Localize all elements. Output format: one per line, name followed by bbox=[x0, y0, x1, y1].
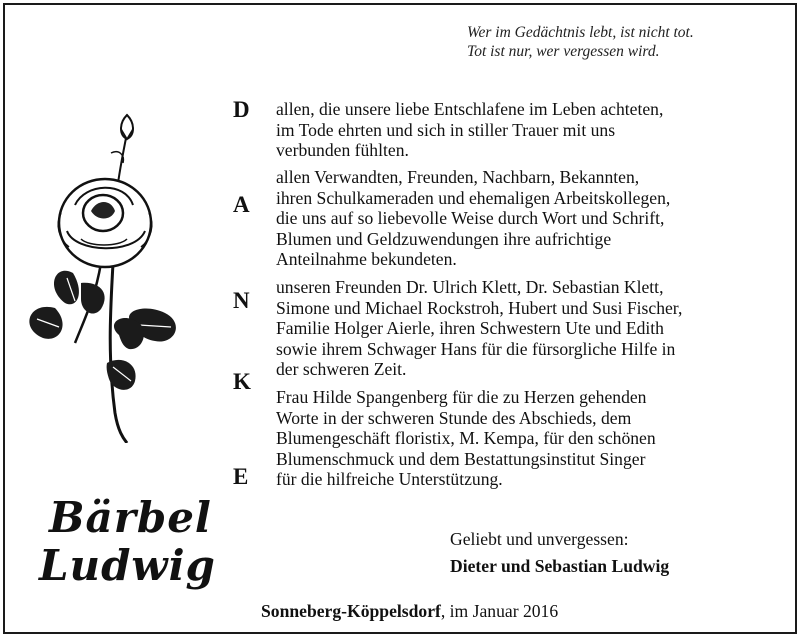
closing-block bbox=[450, 526, 669, 580]
date-text: , im Januar 2016 bbox=[440, 601, 559, 621]
paragraph-line: Worte in der schweren Stunde des Abschieds, dem bbox=[276, 407, 632, 428]
place-date-line bbox=[261, 601, 558, 622]
paragraph-line: die uns auf so liebevolle Weise durch Wort und Schrift, bbox=[276, 208, 665, 229]
thanks-paragraph-4 bbox=[276, 387, 776, 490]
signature-last-name: Ludwig bbox=[39, 541, 216, 590]
rose-illustration bbox=[15, 113, 195, 443]
obituary-card bbox=[3, 3, 797, 634]
paragraph-line: unseren Freunden Dr. Ulrich Klett, Dr. Sebastian Klett, bbox=[276, 277, 664, 297]
memorial-quote bbox=[467, 23, 787, 61]
paragraph-line: verbunden fühlten. bbox=[276, 140, 409, 161]
paragraph-line: Anteilnahme bekundeten. bbox=[276, 249, 457, 270]
mourners-names: Dieter und Sebastian Ludwig bbox=[450, 556, 670, 576]
paragraph-line: für die hilfreiche Unterstützung. bbox=[276, 469, 503, 490]
paragraph-line: Frau Hilde Spangenberg für die zu Herzen gehenden bbox=[276, 387, 647, 407]
place-name: Sonneberg-Köppelsdorf bbox=[261, 601, 441, 621]
paragraph-line: Simone und Michael Rockstroh, Hubert und Susi Fischer, bbox=[276, 297, 683, 318]
danke-letter-d: D bbox=[233, 97, 250, 122]
thanks-paragraph-3 bbox=[276, 277, 776, 380]
danke-letter-n: N bbox=[233, 288, 250, 313]
quote-line-2: Tot ist nur, wer vergessen wird. bbox=[467, 43, 660, 60]
paragraph-line: allen, die unsere liebe Entschlafene im Leben achteten, bbox=[276, 99, 664, 119]
quote-line-1: Wer im Gedächtnis lebt, ist nicht tot. bbox=[467, 24, 694, 41]
thanks-paragraph-2 bbox=[276, 167, 776, 270]
closing-line: Geliebt und unvergessen: bbox=[450, 529, 629, 549]
paragraph-line: im Tode ehrten und sich in stiller Trauer mit uns bbox=[276, 119, 616, 140]
paragraph-line: Blumenschmuck und dem Bestattungsinstitut Singer bbox=[276, 448, 646, 469]
paragraph-line: Familie Holger Aierle, ihren Schwestern Ute und Edith bbox=[276, 318, 664, 339]
paragraph-line: ihren Schulkameraden und ehemaligen Arbeitskollegen, bbox=[276, 187, 671, 208]
danke-letter-a: A bbox=[233, 192, 250, 217]
thanks-paragraph-1 bbox=[276, 99, 776, 161]
danke-letter-e: E bbox=[233, 464, 249, 489]
signature-first-name: Bärbel bbox=[49, 493, 212, 542]
paragraph-line: Blumen und Geldzuwendungen ihre aufrichtige bbox=[276, 228, 612, 249]
danke-letter-k: K bbox=[233, 369, 251, 394]
paragraph-line: der schweren Zeit. bbox=[276, 359, 407, 380]
paragraph-line: Blumengeschäft floristix, M. Kempa, für den schönen bbox=[276, 428, 656, 449]
paragraph-line: allen Verwandten, Freunden, Nachbarn, Bekannten, bbox=[276, 167, 640, 187]
paragraph-line: sowie ihrem Schwager Hans für die fürsorgliche Hilfe in bbox=[276, 338, 676, 359]
